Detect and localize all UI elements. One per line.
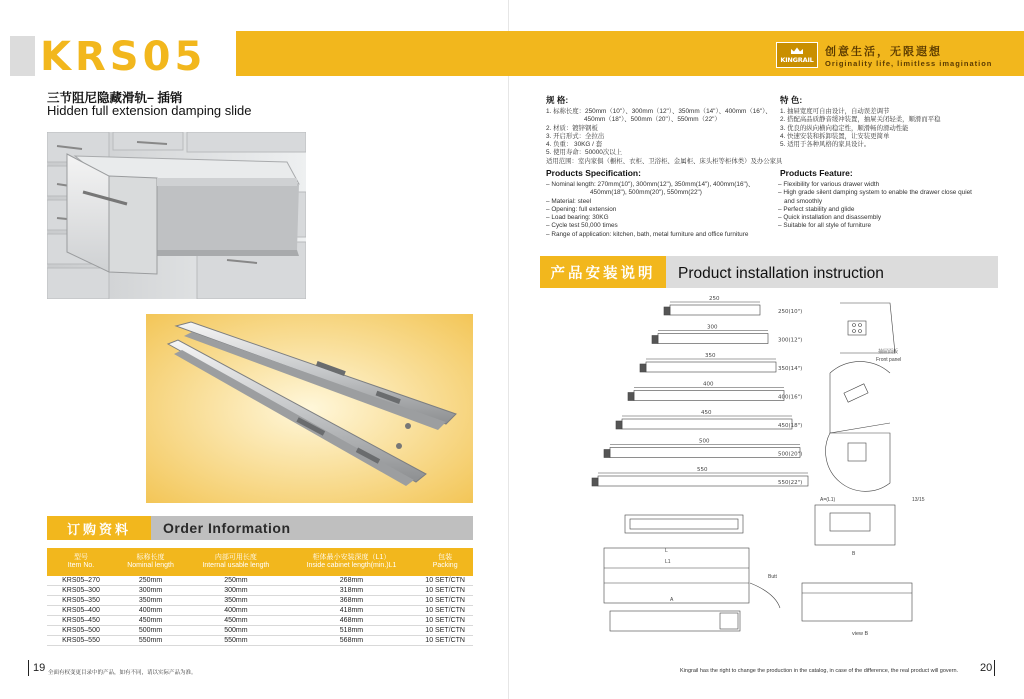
table-cell: 350mm [186,596,286,606]
label-butt: Butt [768,574,777,580]
spec-cn-list [546,108,782,166]
page-gutter [508,0,509,699]
table-cell: 500mm [115,626,186,636]
table-cell: 568mm [286,636,418,646]
table-cell: 468mm [286,616,418,626]
table-cell: 450mm [186,616,286,626]
spec-cn-line: 1. 标称长度：250mm（10"）、300mm（12"）、350mm（14"）、400mm（16"）、 [546,108,772,115]
table-cell: 10 SET/CTN [417,596,473,606]
table-cell: 10 SET/CTN [417,616,473,626]
slide-step-dimension: 400 [703,381,714,388]
table-cell: 418mm [286,606,418,616]
feature-en-list [778,181,972,231]
product-name-english: Hidden full extension damping slide [47,103,252,118]
slide-step-end [640,364,646,372]
slide-step-dimension: 350 [705,353,716,359]
spec-cn-line: 2. 材质：镀锌钢板 [546,124,598,132]
table-cell: 400mm [186,606,286,616]
order-table-header-row [47,548,473,576]
dim-13-15: 13/15 [912,497,925,503]
drawer-section-views [604,505,912,631]
model-title: KRS05 [40,34,207,80]
spec-cn-line: 4. 负重： 30KG / 套 [546,141,603,149]
spec-en-line: – Opening: full extension [546,205,617,213]
slide-size-label: 500(20") [778,451,803,458]
table-cell: 350mm [115,596,186,606]
table-cell: 250mm [186,576,286,586]
slide-step-dimension: 500 [699,438,710,445]
slide-step-body [634,391,784,401]
feature-cn-line: 3. 优良的纵向横向稳定性，顺滑畅的滑动性能 [780,124,909,132]
order-table [47,548,473,646]
spec-en-line: 450mm(18"), 500mm(20"), 550mm(22") [590,189,702,197]
label-a-eq: A=(L1) [820,497,836,503]
slide-size-label: 400(16") [778,394,803,401]
table-cell: KRS05–300 [47,586,115,596]
feature-en-line: – Quick installation and disassembly [778,214,882,222]
slide-size-label: 450(18") [778,423,803,429]
slide-step-dimension: 300 [707,324,718,331]
slide-step-body [610,448,803,458]
header-item-no: 型号 Item No. [47,548,115,576]
table-cell: 10 SET/CTN [417,636,473,646]
page-number-left: 19 [33,662,46,674]
spec-en-line: – Load bearing: 30KG [546,214,609,222]
table-cell: 10 SET/CTN [417,626,473,636]
feature-cn-line: 1. 抽屉宽度可自由设计，自动误差调节 [780,108,890,115]
installation-drawing [590,293,1010,663]
slide-size-label: 250(10") [778,309,803,315]
footer-left-rule [28,660,29,676]
footer-disclaimer-cn: 全面有权变更目录中的产品，如有不同，请以实际产品为准。 [48,670,197,676]
spec-cn-line: 3. 开启形式：全拉出 [546,132,605,140]
slide-step-end [616,421,622,429]
install-title-english: Product installation instruction [678,265,884,282]
slide-step-dimension: 550 [697,467,708,473]
spec-cn-line: 适用范围：室内家俱（橱柜、衣柜、卫浴柜、金属柜、床头柜等柜体类）及办公家具 [546,157,783,165]
table-cell: 268mm [286,576,418,586]
logo-wordmark: KINGRAIL [780,55,814,64]
slide-step-dimension: 450 [701,410,712,416]
table-row [47,586,473,596]
product-name-chinese: 三节阻尼隐藏滑轨– 插销 [47,91,183,105]
table-cell: 300mm [186,586,286,596]
footer-right-rule [994,660,995,676]
table-cell: 368mm [286,596,418,606]
footer-disclaimer-en: Kingrail has the right to change the production in the catalog, in case of the difference, the real product will govern. [680,668,959,674]
slogan-english: Originality life, limitless imagination [825,59,993,68]
slide-step-body [646,362,776,372]
feature-cn-title: 特 色: [780,95,803,105]
spec-cn-line: 450mm（18"）、500mm（20"）、550mm（22"） [584,116,721,124]
feature-en-line: – Flexibility for various drawer width [778,181,880,188]
spec-en-title: Products Specification: [546,168,641,178]
spec-en-list [546,181,754,239]
header-nominal-length: 标称长度 Nominal length [115,548,186,576]
label-l: L [665,548,668,554]
slide-step-end [664,307,670,315]
feature-en-line: and smoothly [784,197,823,205]
crown-icon [790,47,804,55]
table-cell: 500mm [186,626,286,636]
table-cell: KRS05–350 [47,596,115,606]
bracket-detail-views [826,303,895,491]
feature-cn-line: 2. 搭配高品质静音缓冲装置，抽屉关闭轻柔，顺滑而平稳 [780,116,941,124]
table-row [47,626,473,636]
label-l1: L1 [665,559,671,565]
slide-step-dimension: 250 [709,296,720,302]
page-number-right: 20 [980,662,993,674]
slide-step-body [622,419,792,429]
table-row [47,636,473,646]
table-cell: 318mm [286,586,418,596]
view-b-label: view B [852,631,869,637]
table-row [47,616,473,626]
front-panel-label-en: Front panel [876,357,902,363]
table-cell: KRS05–500 [47,626,115,636]
table-cell: KRS05–450 [47,616,115,626]
table-cell: 550mm [186,636,286,646]
table-row [47,606,473,616]
table-cell: 300mm [115,586,186,596]
table-cell: 10 SET/CTN [417,576,473,586]
slide-step-end [652,336,658,344]
table-cell: KRS05–270 [47,576,115,586]
slide-size-label: 350(14") [778,366,803,372]
table-cell: KRS05–550 [47,636,115,646]
feature-cn-list [780,108,940,149]
slide-size-label: 550(22") [778,480,803,486]
feature-cn-line: 5. 适用于各种风格的家具设计。 [780,141,871,149]
slide-size-label: 300(12") [778,337,803,344]
table-row [47,596,473,606]
slide-step-body [598,476,808,486]
header-packing: 包装 Packing [417,548,473,576]
kingrail-logo [776,42,818,68]
slide-rails-photo [146,314,473,503]
table-cell: 10 SET/CTN [417,606,473,616]
spec-cn-title: 规 格: [546,95,569,105]
spec-cn-line: 5. 使用寿命：50000次以上 [546,149,623,157]
feature-en-line: – Suitable for all style of furniture [778,222,872,230]
install-title-chinese: 产品安装说明 [540,256,666,288]
spec-en-line: – Range of application: kitchen, bath, metal furniture and office furniture [546,230,749,238]
slide-step-body [658,334,768,344]
slide-step-body [670,305,760,315]
slogan-chinese: 创意生活，无限遐想 [825,46,942,58]
header-cabinet-length: 柜体最小安装深度（L1） Inside cabinet length(min.)L1 [286,548,418,576]
header-internal-length: 内部可用长度 Internal usable length [186,548,286,576]
table-cell: KRS05–400 [47,606,115,616]
spec-en-line: – Material: steel [546,197,592,205]
feature-en-title: Products Feature: [780,168,853,178]
front-panel-label-cn: 抽屉面板 [878,349,899,355]
feature-en-line: – High grade silent damping system to enable the drawer close quiet [778,189,972,197]
spec-en-line: – Cycle test 50,000 times [546,222,618,230]
drawer-photo [47,132,306,299]
header-grey-tab [10,36,35,76]
order-title-english: Order Information [163,520,291,536]
table-cell: 550mm [115,636,186,646]
table-row [47,576,473,586]
table-cell: 10 SET/CTN [417,586,473,596]
slide-length-steps [592,296,808,486]
table-cell: 518mm [286,626,418,636]
label-a: A [670,597,674,603]
order-title-chinese: 订购资料 [47,516,151,540]
table-cell: 250mm [115,576,186,586]
table-cell: 400mm [115,606,186,616]
feature-cn-line: 4. 快速安装和拆卸装置，让安装更简单 [780,132,890,140]
slide-step-end [604,450,610,458]
slide-step-end [592,478,598,486]
table-cell: 450mm [115,616,186,626]
spec-en-line: – Nominal length: 270mm(10"), 300mm(12"), 350mm(14"), 400mm(16")、 [546,181,755,188]
label-b: B [852,551,856,557]
feature-en-line: – Perfect stability and glide [778,205,855,213]
slide-step-end [628,393,634,401]
